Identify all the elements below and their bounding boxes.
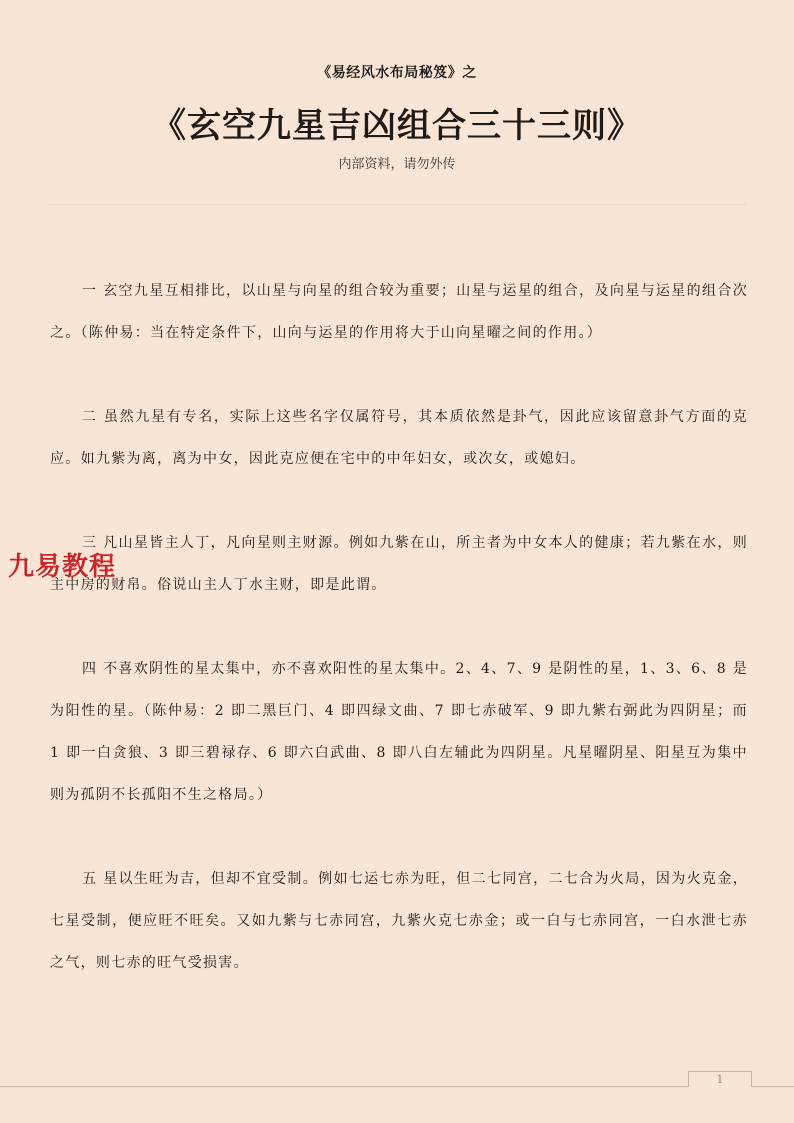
header-divider <box>48 204 746 205</box>
paragraph-2: 二 虽然九星有专名，实际上这些名字仅属符号，其本质依然是卦气，因此应该留意卦气方面的克应。如九紫为离，离为中女，因此克应便在宅中的中年妇女，或次女，或媳妇。 <box>50 409 748 467</box>
page-number: 1 <box>716 1073 724 1086</box>
footer-divider <box>0 1086 794 1087</box>
page-title: 《玄空九星吉凶组合三十三则》 <box>152 106 642 146</box>
paragraph-1: 一 玄空九星互相排比，以山星与向星的组合较为重要；山星与运星的组合，及向星与运星的组合次之。（陈仲易：当在特定条件下，山向与运星的作用将大于山向星曜之间的作用。） <box>50 283 748 341</box>
paragraph-5: 五 星以生旺为吉，但却不宜受制。例如七运七赤为旺，但二七同宫，二七合为火局，因为火克金，七星受制，便应旺不旺矣。又如九紫与七赤同宫，九紫火克七赤金；或一白与七赤同宫，一白水泄七赤之气，则七赤的旺气受损害。 <box>50 871 748 971</box>
paragraph-3: 三 凡山星皆主人丁，凡向星则主财源。例如九紫在山，所主者为中女本人的健康；若九紫在水，则主中房的财帛。俗说山主人丁水主财，即是此谓。 <box>50 535 748 593</box>
watermark-logo: 九易教程 <box>8 552 117 582</box>
paragraph-4: 四 不喜欢阴性的星太集中，亦不喜欢阳性的星太集中。2、4、7、9 是阴性的星，1、3、6、8 是为阳性的星。（陈仲易：2 即二黑巨门、4 即四绿文曲、7 即七赤破军、9 即九紫右弼此为四阴星；而 1 即一白贪狼、3 即三碧禄存、6 即六白武曲、8 即八白左辅此为四阴星。凡星曜阴星、阳星互为集中则为孤阴不长孤阳不生之格局。） <box>50 661 748 803</box>
subtitle: 内部资料，请勿外传 <box>338 157 456 172</box>
series-title: 《易经风水布局秘笈》之 <box>317 65 477 81</box>
